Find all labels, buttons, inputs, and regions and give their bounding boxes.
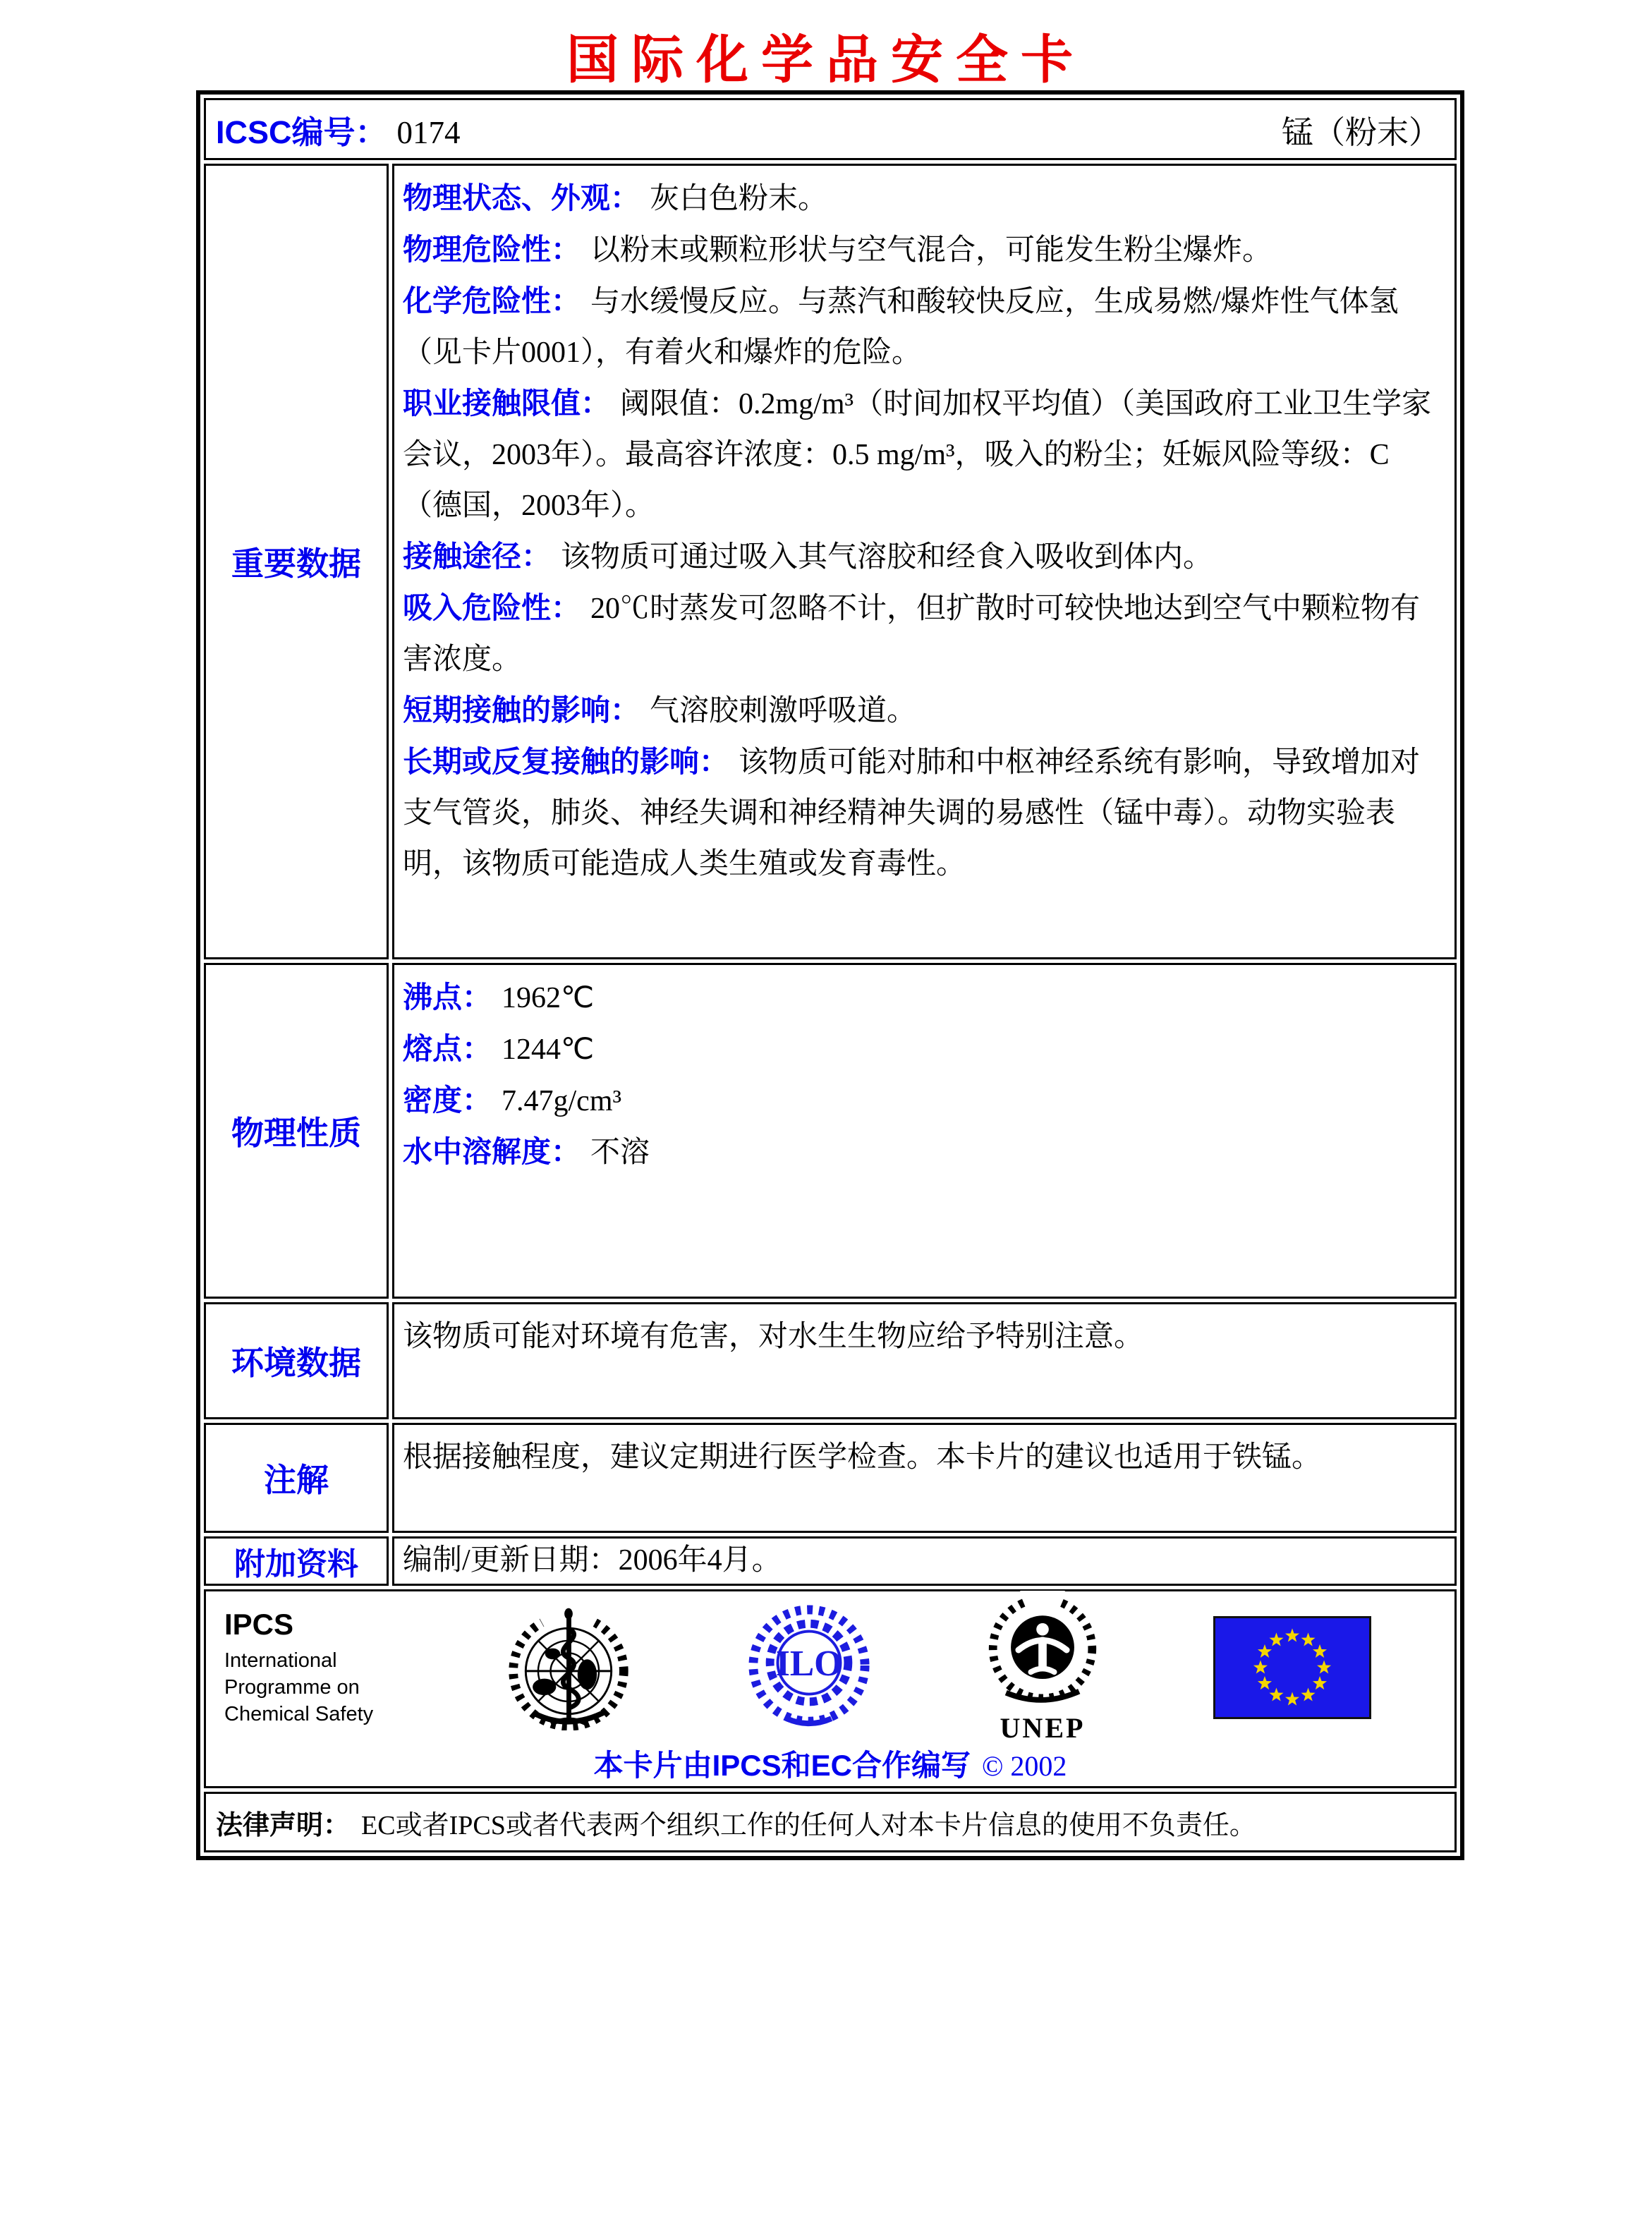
ipcs-acronym: IPCS [224,1608,294,1641]
ipcs-name-line3: Chemical Safety [224,1703,374,1725]
labeled-text-line: 长期或反复接触的影响： 该物质可能对肺和中枢神经系统有影响，导致增加对支气管炎，肺炎、神经失调和神经精神失调的易感性（锰中毒）。动物实验表明，该物质可能造成人类生殖或发育毒性。 [403,745,1421,880]
icsc-number-group [216,107,461,152]
unep-logo [984,1591,1101,1745]
header-row [204,98,1457,160]
legal-row [204,1792,1457,1852]
notes-row [204,1423,1457,1533]
labeled-text-line: 接触途径： 该物质可通过吸入其气溶胶和经食入吸收到体内。 [403,540,1213,574]
icsc-card-table [196,90,1464,1860]
additional-info-content: 编制/更新日期：2006年4月。 [392,1536,1457,1586]
row-label-environment-data: 环境数据 [204,1302,389,1419]
ipcs-logo [224,1608,391,1728]
logos-cell [204,1589,1457,1788]
icsc-number-value: 0174 [396,114,461,150]
important-data-content [392,164,1457,959]
credit-line [206,1742,1454,1785]
labeled-text-line: 水中溶解度： 不溶 [403,1135,650,1169]
environment-data-row [204,1302,1457,1419]
logos-row [204,1589,1457,1788]
legal-text: EC或者IPCS或者代表两个组织工作的任何人对本卡片信息的使用不负责任。 [361,1810,1256,1840]
credit-text: 本卡片由IPCS和EC合作编写 [593,1749,971,1782]
unep-emblem-icon [984,1591,1101,1712]
physical-properties-row [204,963,1457,1299]
ilo-logo-icon [746,1601,872,1734]
labeled-text-line: 密度： 7.47g/cm³ [403,1084,622,1117]
labeled-text-line: 物理状态、外观： 灰白色粉末。 [403,181,828,215]
ilo-letters: ILO [775,1643,843,1684]
chemical-name: 锰（粉末） [1281,114,1440,150]
legal-cell [204,1792,1457,1852]
row-label-notes: 注解 [204,1423,389,1533]
environment-data-content: 该物质可能对环境有危害，对水生生物应给予特别注意。 [392,1302,1457,1419]
row-label-physical-properties: 物理性质 [204,963,389,1299]
labeled-text-line: 物理危险性： 以粉末或颗粒形状与空气混合，可能发生粉尘爆炸。 [403,233,1273,267]
notes-content: 根据接触程度，建议定期进行医学检查。本卡片的建议也适用于铁锰。 [392,1423,1457,1533]
labeled-text-line: 沸点： 1962℃ [403,981,595,1014]
additional-info-row [204,1536,1457,1586]
header-cell [204,98,1457,160]
credit-year: © 2002 [981,1750,1067,1782]
important-data-row [204,164,1457,959]
labeled-text-line: 吸入危险性： 20℃时蒸发可忽略不计，但扩散时可较快地达到空气中颗粒物有害浓度。 [403,591,1421,676]
ipcs-name-line1: International [224,1649,337,1672]
icsc-number-label: ICSC编号： [216,114,387,150]
page-title: 国际化学品安全卡 [566,30,1086,89]
ipcs-name-line2: Programme on [224,1676,360,1699]
physical-properties-content [392,963,1457,1299]
unep-label: UNEP [1000,1712,1086,1744]
labeled-text-line: 短期接触的影响： 气溶胶刺激呼吸道。 [403,693,917,727]
labeled-text-line: 化学危险性： 与水缓慢反应。与蒸汽和酸较快反应，生成易燃/爆炸性气体氢（见卡片0001），有着火和爆炸的危险。 [403,284,1399,369]
row-label-important-data: 重要数据 [204,164,389,959]
eu-flag-icon [1213,1616,1371,1719]
labeled-text-line: 职业接触限值： 阈限值：0.2mg/m³（时间加权平均值）（美国政府工业卫生学家会议，2003年）。最高容许浓度：0.5 mg/m³，吸入的粉尘；妊娠风险等级：C（德国，2003年）。 [403,387,1432,522]
who-logo-icon [503,1605,634,1730]
row-label-additional-info: 附加资料 [204,1536,389,1586]
legal-label: 法律声明： [216,1810,351,1840]
labeled-text-line: 熔点： 1244℃ [403,1032,595,1066]
